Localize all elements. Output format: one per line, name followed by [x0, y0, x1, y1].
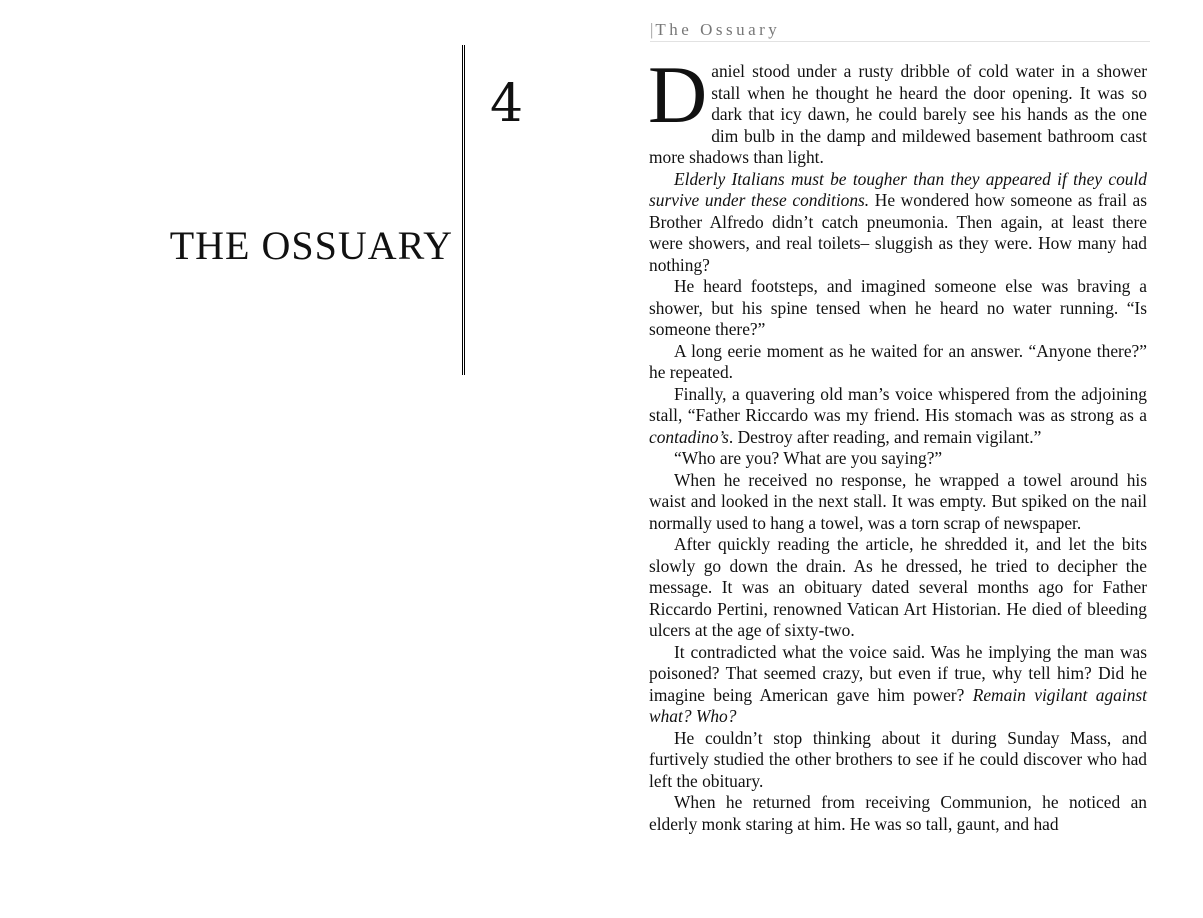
paragraph-text: When he received no response, he wrapped a towel around his waist and looked in the next stall. It was empty. But spiked on the nail normally used to hang a towel, was a torn scrap of newspaper. — [649, 469, 1147, 533]
paragraph-italic-text: Remain vigilant against what? Who? — [649, 684, 1147, 726]
paragraph — [649, 642, 1147, 728]
paragraph — [649, 341, 1147, 384]
chapter-number: 4 — [490, 74, 524, 134]
running-head — [650, 20, 1150, 42]
paragraph — [649, 384, 1147, 449]
paragraph-text: When he returned from receiving Communion, he noticed an elderly monk staring at him. He was so tall, gaunt, and had — [649, 792, 1147, 834]
paragraph-text: “Who are you? What are you saying?” — [674, 448, 943, 468]
chapter-divider-rule — [462, 45, 465, 375]
paragraph-text: He wondered how someone as frail as Brother Alfredo didn’t catch pneumonia. Then again, at least there were showers, and real toilets– sluggish as they were. How many had nothing? — [649, 190, 1147, 275]
paragraph — [649, 448, 1147, 470]
paragraph-text: Finally, a quavering old man’s voice whispered from the adjoining stall, “Father Riccardo was my friend. His stomach was as strong as a — [649, 383, 1147, 425]
paragraph — [649, 728, 1147, 793]
paragraph — [648, 49, 1147, 169]
paragraph — [649, 470, 1147, 535]
paragraph-text: A long eerie moment as he waited for an answer. “Anyone there?” he repeated. — [649, 340, 1147, 382]
running-head-title: The Ossuary — [655, 20, 781, 39]
paragraph — [649, 169, 1147, 277]
paragraph — [649, 534, 1147, 642]
running-head-separator: | — [650, 20, 654, 39]
paragraph-italic-text: contadino’s — [649, 426, 729, 447]
paragraph-text: After quickly reading the article, he shredded it, and let the bits slowly go down the drain. As he dressed, he tried to decipher the message. It was an obituary dated several months ago for Father Riccardo Pertini, renowned Vatican Art Historian. He died of bleeding ulcers at the age of sixty-two. — [649, 534, 1147, 640]
paragraph-text: He couldn’t stop thinking about it during Sunday Mass, and furtively studied the other brothers to see if he could discover who had left the obituary. — [649, 727, 1147, 791]
paragraph-text: It contradicted what the voice said. Was he implying the man was poisoned? That seemed crazy, but even if true, why tell him? Did he imagine being American gave him power? — [649, 641, 1147, 705]
body-text — [648, 49, 1147, 835]
paragraph-italic-text: Elderly Italians must be tougher than they appeared if they could survive under these conditions. — [649, 168, 1147, 210]
chapter-title: THE OSSUARY — [169, 223, 453, 268]
drop-cap: D — [648, 49, 708, 140]
paragraph-text: aniel stood under a rusty dribble of cold water in a shower stall when he thought he heard the door opening. It was so dark that icy dawn, he could barely see his hands as the one dim bulb in the damp and mildewed basement bathroom cast more shadows than light. — [649, 61, 1147, 167]
paragraph — [649, 792, 1147, 835]
paragraph-text: He heard footsteps, and imagined someone else was braving a shower, but his spine tensed when he heard no water running. “Is someone there?” — [649, 276, 1147, 339]
paragraph — [649, 276, 1147, 341]
paragraph-text: . Destroy after reading, and remain vigilant.” — [728, 426, 1042, 447]
